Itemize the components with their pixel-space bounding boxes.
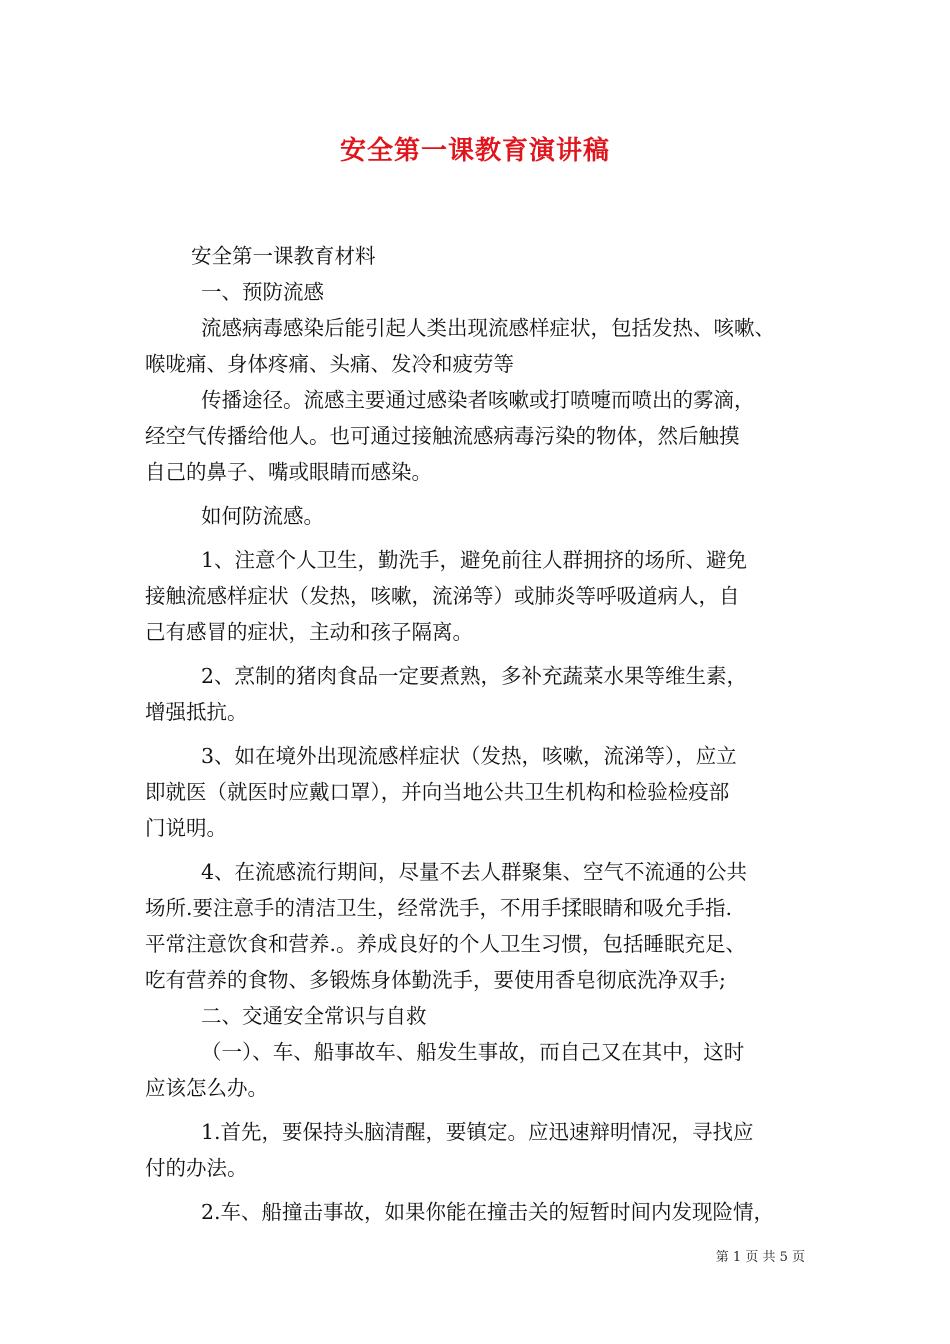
text-line: （一）、车、船事故车、船发生事故，而自己又在其中，这时 [201,1040,745,1064]
text-line: 应该怎么办。 [145,1076,268,1100]
paragraph-gap [145,1106,810,1114]
document-body [145,238,810,1230]
text-line: 如何防流感。 [201,504,324,528]
paragraph-gap [145,730,810,738]
text-line: 接触流感样症状（发热，咳嗽，流涕等）或肺炎等呼吸道病人，自 [145,584,740,608]
paragraph-gap [145,650,810,658]
text-line: 2、烹制的猪肉食品一定要煮熟，多补充蔬菜水果等维生素， [201,664,748,688]
text-line: 增强抵抗。 [145,700,248,724]
page-footer: 第 1 页 共 5 页 [715,1250,805,1265]
text-line: 吃有营养的食物、多锻炼身体勤洗手，要使用香皂彻底洗净双手; [145,968,726,992]
text-line: 1、注意个人卫生，勤洗手，避免前往人群拥挤的场所、避免 [201,548,748,572]
text-line: 经空气传播给他人。也可通过接触流感病毒污染的物体，然后触摸 [145,424,740,448]
text-line: 3、如在境外出现流感样症状（发热，咳嗽，流涕等），应立 [201,744,737,768]
text-line: 平常注意饮食和营养.。养成良好的个人卫生习惯，包括睡眠充足、 [145,932,747,956]
text-line: 2.车、船撞击事故，如果你能在撞击关的短暂时间内发现险情， [201,1200,775,1224]
paragraph-gap [145,1186,810,1194]
text-line: 安全第一课教育材料 [191,244,376,268]
text-line: 付的办法。 [145,1156,248,1180]
paragraph-gap [145,534,810,542]
text-line: 门说明。 [145,816,227,840]
text-line: 喉咙痛、身体疼痛、头痛、发冷和疲劳等 [145,352,514,376]
text-line: 即就医（就医时应戴口罩），并向当地公共卫生机构和检验检疫部 [145,780,730,804]
paragraph-gap [145,490,810,498]
text-line: 己有感冒的症状，主动和孩子隔离。 [145,620,473,644]
text-line: 传播途径。流感主要通过感染者咳嗽或打喷嚏而喷出的雾滴， [201,388,755,412]
text-line: 流感病毒感染后能引起人类出现流感样症状，包括发热、咳嗽、 [201,316,775,340]
text-line: 二、交通安全常识与自救 [201,1004,427,1028]
text-line: 4、在流感流行期间，尽量不去人群聚集、空气不流通的公共 [201,860,748,884]
text-line: 场所.要注意手的清洁卫生，经常洗手，不用手揉眼睛和吸允手指. [145,896,733,920]
text-line: 1.首先，要保持头脑清醒，要镇定。应迅速辩明情况，寻找应 [201,1120,754,1144]
text-line: 一、预防流感 [201,280,324,304]
paragraph-gap [145,846,810,854]
text-line: 自己的鼻子、嘴或眼睛而感染。 [145,460,432,484]
document-title: 安全第一课教育演讲稿 [339,136,610,166]
